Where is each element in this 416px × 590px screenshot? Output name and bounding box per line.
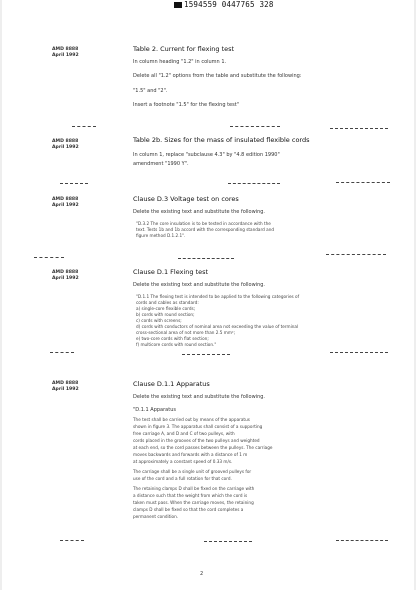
section-para: In column 1, replace "subclause 4.3" by "4.8 edition 1990" bbox=[133, 152, 280, 158]
amd-number: AMD 8888 bbox=[52, 139, 79, 144]
amd-number: AMD 8888 bbox=[52, 47, 79, 52]
divider bbox=[230, 126, 280, 127]
body-line: at each end, so the cord passes between the pulleys. The carriage bbox=[133, 445, 273, 450]
body-line: free carriage A, and D and C of two pulleys, with bbox=[133, 431, 235, 436]
section-quote-line: cross-sectional area of not more than 2.5 mm²; bbox=[136, 330, 235, 335]
body-line: The carriage shall be a single unit of grooved pulleys for bbox=[133, 469, 252, 474]
document-code bbox=[172, 0, 274, 9]
body-line: a distance such that the weight from which the cord is bbox=[133, 493, 248, 498]
section-para: amendment "1990 Y". bbox=[133, 161, 189, 167]
section-para: Delete the existing text and substitute the following. bbox=[133, 209, 266, 215]
section-title-5: Clause D.1.1 Apparatus bbox=[133, 380, 210, 388]
body-line: taken must pass. When the carriage moves, the retaining bbox=[133, 500, 254, 505]
section-title-1: Table 2. Current for flexing test bbox=[133, 45, 235, 53]
divider bbox=[34, 257, 64, 258]
page-number: 2 bbox=[200, 571, 204, 577]
section-para: Delete the existing text and substitute the following. bbox=[133, 394, 266, 400]
barcode-mark-icon bbox=[174, 2, 182, 8]
section-title-3: Clause D.3 Voltage test on cores bbox=[133, 195, 239, 203]
amd-date: April 1992 bbox=[52, 203, 79, 208]
body-line: clamps D shall be fixed so that the cord completes a bbox=[133, 507, 244, 512]
body-line: use of the cord and a full rotation for that cord. bbox=[133, 476, 232, 481]
body-line: The test shall be carried out by means of the apparatus bbox=[133, 417, 250, 422]
body-line: moves backwards and forwards with a distance of 1 m bbox=[133, 452, 248, 457]
section-quote-line: figure method D.1.2.1". bbox=[136, 233, 186, 238]
section-quote-line: c) cords with screens; bbox=[136, 318, 182, 323]
section-para: Insert a footnote "1.5" for the flexing test" bbox=[133, 102, 239, 108]
divider bbox=[330, 128, 388, 129]
amd-date: April 1992 bbox=[52, 387, 79, 392]
section-quote-line: a) single-core flexible cords; bbox=[136, 306, 196, 311]
section-quote-line: f) multicore cords with round section." bbox=[136, 342, 217, 347]
amd-number: AMD 8888 bbox=[52, 197, 79, 202]
amd-date: April 1992 bbox=[52, 53, 79, 58]
body-line: permanent condition. bbox=[133, 514, 179, 519]
divider bbox=[60, 540, 84, 541]
divider bbox=[182, 354, 230, 355]
body-line: The retaining clamps D shall be fixed on the carriage with bbox=[133, 486, 255, 491]
section-para: Delete all "1.2" options from the table and substitute the following: bbox=[133, 73, 302, 79]
body-line: cords placed in the grooves of the two pulleys and weighted bbox=[133, 438, 260, 443]
scan-edge-left bbox=[0, 0, 2, 590]
section-quote-line: b) cords with round section; bbox=[136, 312, 195, 317]
amd-date: April 1992 bbox=[52, 276, 79, 281]
body-line: shown in figure 3. The apparatus shall consist of a supporting bbox=[133, 424, 263, 429]
section-quote-line: "D.3.2 The core insulation is to be tested in accordance with the bbox=[136, 221, 271, 226]
divider bbox=[50, 352, 74, 353]
divider bbox=[336, 540, 388, 541]
divider bbox=[72, 126, 96, 127]
amendment-ref-2 bbox=[52, 139, 79, 151]
divider bbox=[204, 541, 252, 542]
divider bbox=[178, 258, 234, 259]
section-quote-line: "D.1.1 The flexing test is intended to be applied to the following categories of bbox=[136, 294, 300, 299]
section-quote-line: cords and cables as standard: bbox=[136, 300, 199, 305]
section-title-2: Table 2b. Sizes for the mass of insulated flexible cords bbox=[133, 136, 310, 144]
body-line: at approximately a constant speed of 0.33 m/s. bbox=[133, 459, 233, 464]
amendment-ref-5 bbox=[52, 381, 79, 393]
section-title-4: Clause D.1 Flexing test bbox=[133, 268, 209, 276]
section-subheading: "D.1.1 Apparatus bbox=[133, 407, 176, 413]
amendment-ref-3 bbox=[52, 197, 79, 209]
section-para: "1.5" and "2". bbox=[133, 88, 168, 94]
amd-number: AMD 8888 bbox=[52, 270, 79, 275]
amendment-ref-1 bbox=[52, 47, 79, 59]
section-quote-line: e) two-core cords with flat section; bbox=[136, 336, 209, 341]
section-para: In column heading "1.2" in column 1. bbox=[133, 59, 227, 65]
divider bbox=[228, 183, 280, 184]
section-quote-line: d) cords with conductors of nominal area not exceeding the value of terminal bbox=[136, 324, 299, 329]
amendment-ref-4 bbox=[52, 270, 79, 282]
amd-number: AMD 8888 bbox=[52, 381, 79, 386]
section-para: Delete the existing text and substitute the following. bbox=[133, 282, 266, 288]
divider bbox=[336, 182, 390, 183]
divider bbox=[326, 254, 386, 255]
section-quote-line: text. Tests 1b and 1b accord with the corresponding standard and bbox=[136, 227, 275, 232]
divider bbox=[330, 352, 388, 353]
document-code-text: 1594559 0447765 328 bbox=[184, 0, 274, 9]
amd-date: April 1992 bbox=[52, 145, 79, 150]
divider bbox=[60, 183, 88, 184]
